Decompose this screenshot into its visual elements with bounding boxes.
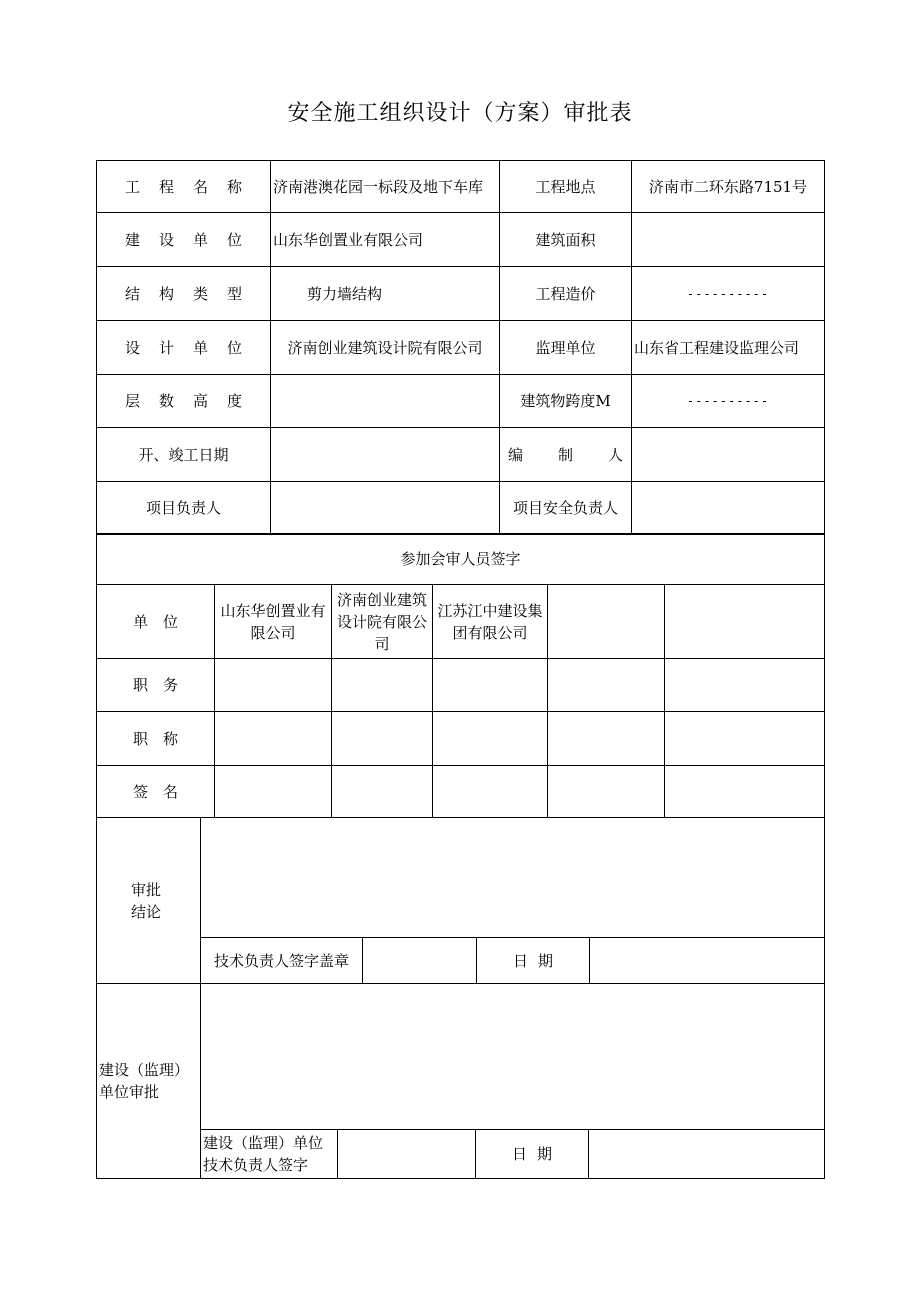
span-label: 建筑物跨度M (500, 375, 632, 428)
position-cell[interactable] (665, 659, 825, 712)
signature-cell[interactable] (332, 766, 433, 818)
signature-label: 签名 (97, 766, 215, 818)
unit-label: 单位 (97, 585, 215, 659)
review-signature-table (96, 533, 825, 818)
floors-label: 层数高度 (97, 375, 271, 428)
location-label: 工程地点 (500, 161, 632, 213)
approval-table (96, 817, 825, 984)
designer-value[interactable]: 济南创业建筑设计院有限公司 (271, 321, 500, 375)
rank-cell[interactable] (665, 712, 825, 766)
location-value[interactable]: 济南市二环东路7151号 (632, 161, 825, 213)
rank-cell[interactable] (433, 712, 548, 766)
review-header: 参加会审人员签字 (97, 534, 825, 585)
floors-value[interactable] (271, 375, 500, 428)
structure-label: 结构类型 (97, 267, 271, 321)
rank-label: 职称 (97, 712, 215, 766)
compiler-label: 编制人 (500, 428, 632, 482)
approval-date-field[interactable] (590, 938, 825, 984)
signature-cell[interactable] (215, 766, 332, 818)
approval-label: 审批结论 (97, 818, 201, 984)
span-value[interactable]: ---------- (632, 375, 825, 428)
area-value[interactable] (632, 213, 825, 267)
designer-label: 设计单位 (97, 321, 271, 375)
approval-date-label: 日期 (477, 938, 590, 984)
manager-label: 项目负责人 (97, 482, 271, 535)
project-name-value[interactable]: 济南港澳花园一标段及地下车库 (271, 161, 500, 213)
builder-value[interactable]: 山东华创置业有限公司 (271, 213, 500, 267)
unit-cell[interactable] (665, 585, 825, 659)
supervision-date-field[interactable] (589, 1130, 825, 1179)
approval-tech-sign-label: 技术负责人签字盖章 (201, 938, 363, 984)
unit-cell[interactable] (548, 585, 665, 659)
position-cell[interactable] (433, 659, 548, 712)
signature-cell[interactable] (548, 766, 665, 818)
dates-label: 开、竣工日期 (97, 428, 271, 482)
cost-label: 工程造价 (500, 267, 632, 321)
supervision-conclusion-area[interactable] (201, 984, 825, 1130)
rank-cell[interactable] (548, 712, 665, 766)
position-label: 职务 (97, 659, 215, 712)
builder-label: 建设单位 (97, 213, 271, 267)
signature-cell[interactable] (433, 766, 548, 818)
supervisor-value[interactable]: 山东省工程建设监理公司 (632, 321, 825, 375)
area-label: 建筑面积 (500, 213, 632, 267)
unit-cell[interactable]: 济南创业建筑设计院有限公司 (332, 585, 433, 659)
supervision-label: 建设（监理）单位审批 (97, 984, 201, 1179)
rank-cell[interactable] (332, 712, 433, 766)
unit-cell[interactable]: 山东华创置业有限公司 (215, 585, 332, 659)
cost-value[interactable]: ---------- (632, 267, 825, 321)
dates-value[interactable] (271, 428, 500, 482)
signature-cell[interactable] (665, 766, 825, 818)
supervision-tech-sign-field[interactable] (338, 1130, 476, 1179)
structure-value[interactable]: 剪力墙结构 (271, 267, 500, 321)
project-info-table (96, 160, 825, 535)
compiler-value[interactable] (632, 428, 825, 482)
project-name-label: 工程名称 (97, 161, 271, 213)
safety-manager-value[interactable] (632, 482, 825, 535)
page-title: 安全施工组织设计（方案）审批表 (287, 101, 633, 126)
position-cell[interactable] (548, 659, 665, 712)
safety-manager-label: 项目安全负责人 (500, 482, 632, 535)
rank-cell[interactable] (215, 712, 332, 766)
manager-value[interactable] (271, 482, 500, 535)
position-cell[interactable] (215, 659, 332, 712)
supervision-tech-sign-label: 建设（监理）单位技术负责人签字 (201, 1130, 338, 1179)
approval-conclusion-area[interactable] (201, 818, 825, 938)
supervision-table (96, 983, 825, 1179)
approval-tech-sign-field[interactable] (363, 938, 477, 984)
supervision-date-label: 日期 (476, 1130, 589, 1179)
unit-cell[interactable]: 江苏江中建设集团有限公司 (433, 585, 548, 659)
position-cell[interactable] (332, 659, 433, 712)
supervisor-label: 监理单位 (500, 321, 632, 375)
